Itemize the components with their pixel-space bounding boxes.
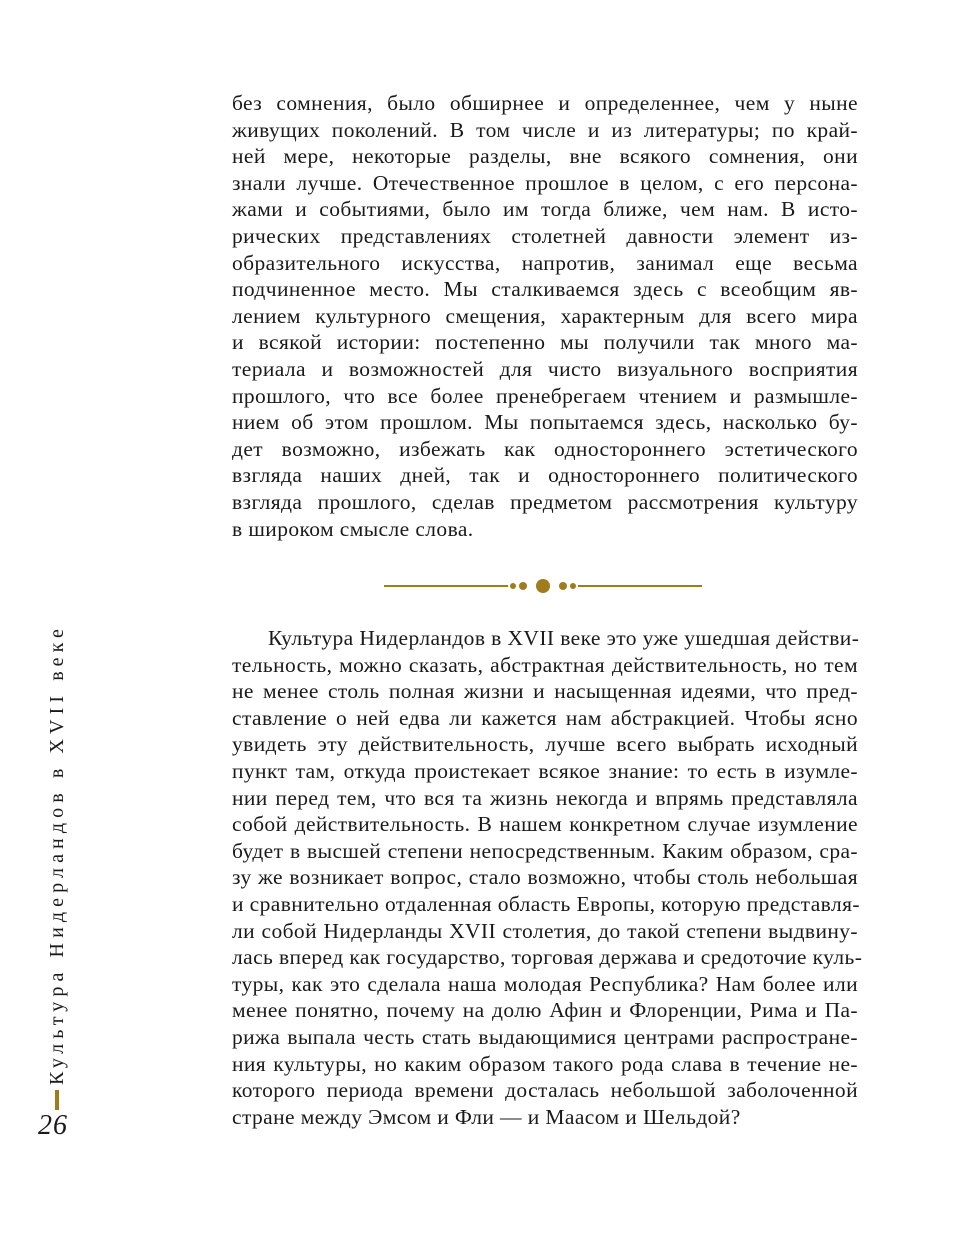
text-line: териала и возможностей для чисто визуального восприятия bbox=[232, 356, 858, 381]
text-line: не менее столь полная жизни и насыщенная идеями, что пред- bbox=[232, 679, 858, 704]
text-line: нии перед тем, что вся та жизнь некогда и впрямь представляла bbox=[232, 785, 858, 810]
text-line: лением культурного смещения, характерным для всего мира bbox=[232, 303, 858, 328]
text-line: ней мере, некоторые разделы, вне всякого сомнения, они bbox=[232, 144, 858, 169]
text-line: знали лучше. Отечественное прошлое в целом, с его персона- bbox=[232, 170, 858, 195]
text-line: жами и событиями, было им тогда ближе, чем нам. В исто- bbox=[232, 197, 858, 222]
text-line: ния культуры, но каким образом такого рода слава в течение не- bbox=[232, 1051, 858, 1076]
text-line: тельность, можно сказать, абстрактная действительность, но тем bbox=[232, 652, 858, 677]
text-line: рижа выпала честь стать выдающимися центрами распростране- bbox=[232, 1024, 858, 1049]
text-line: подчиненное место. Мы сталкиваемся здесь с всеобщим яв- bbox=[232, 277, 858, 302]
ornament-divider-icon bbox=[384, 578, 702, 594]
text-line: и всякой истории: постепенно мы получили так много ма- bbox=[232, 330, 858, 355]
text-line: в широком смысле слова. bbox=[232, 516, 474, 541]
paragraph-continued bbox=[232, 90, 858, 542]
text-line: менее понятно, почему на долю Афин и Флоренции, Рима и Па- bbox=[232, 998, 858, 1023]
running-head-rule bbox=[55, 1090, 59, 1110]
text-line: стране между Эмсом и Фли — и Маасом и Шельдой? bbox=[232, 1104, 741, 1129]
text-line: ставление о ней едва ли кажется нам абстракцией. Чтобы ясно bbox=[232, 705, 858, 730]
running-head-text: Культура Нидерландов в XVII веке bbox=[46, 624, 68, 1085]
text-line: нием об этом прошлом. Мы попытаемся здесь, насколько бу- bbox=[232, 410, 858, 435]
text-line: Культура Нидерландов в XVII веке это уже ушедшая действи- bbox=[268, 626, 860, 650]
text-line: дет возможно, избежать как одностороннего эстетического bbox=[232, 436, 858, 461]
text-line: увидеть эту действительность, лучше всего выбрать исходный bbox=[232, 732, 858, 757]
text-line: образительного искусства, напротив, занимал еще весьма bbox=[232, 250, 858, 275]
text-line: ли собой Нидерланды XVII столетия, до такой степени выдвину- bbox=[232, 918, 858, 943]
text-line: пункт там, откуда проистекает всякое знание: то есть в изумле- bbox=[232, 758, 858, 783]
text-line: прошлого, что все более пренебрегаем чтением и размышле- bbox=[232, 383, 858, 408]
text-line: без сомнения, было обширнее и определеннее, чем у ныне bbox=[232, 91, 858, 115]
text-line: рических представлениях столетней давности элемент из- bbox=[232, 223, 858, 248]
text-line: взгляда наших дней, так и одностороннего политического bbox=[232, 463, 858, 488]
paragraph-new bbox=[232, 625, 863, 1130]
text-line: лась вперед как государство, торговая держава и средоточие куль- bbox=[232, 945, 863, 970]
page-number: 26 bbox=[38, 1110, 68, 1141]
text-line: и сравнительно отдаленная область Европы, которую представля- bbox=[232, 891, 860, 916]
text-line: зу же возникает вопрос, стало возможно, чтобы столь небольшая bbox=[232, 865, 858, 890]
text-line: взгляда прошлого, сделав предметом рассмотрения культуру bbox=[232, 489, 858, 514]
text-line: туры, как это сделала наша молодая Республика? Нам более или bbox=[232, 971, 858, 996]
text-line: собой действительность. В нашем конкретном случае изумление bbox=[232, 812, 858, 837]
text-line: живущих поколений. В том числе и из литературы; по край- bbox=[232, 117, 858, 142]
text-line: которого периода времени досталась небольшой заболоченной bbox=[232, 1078, 858, 1103]
text-line: будет в высшей степени непосредственным. Каким образом, сра- bbox=[232, 838, 858, 863]
